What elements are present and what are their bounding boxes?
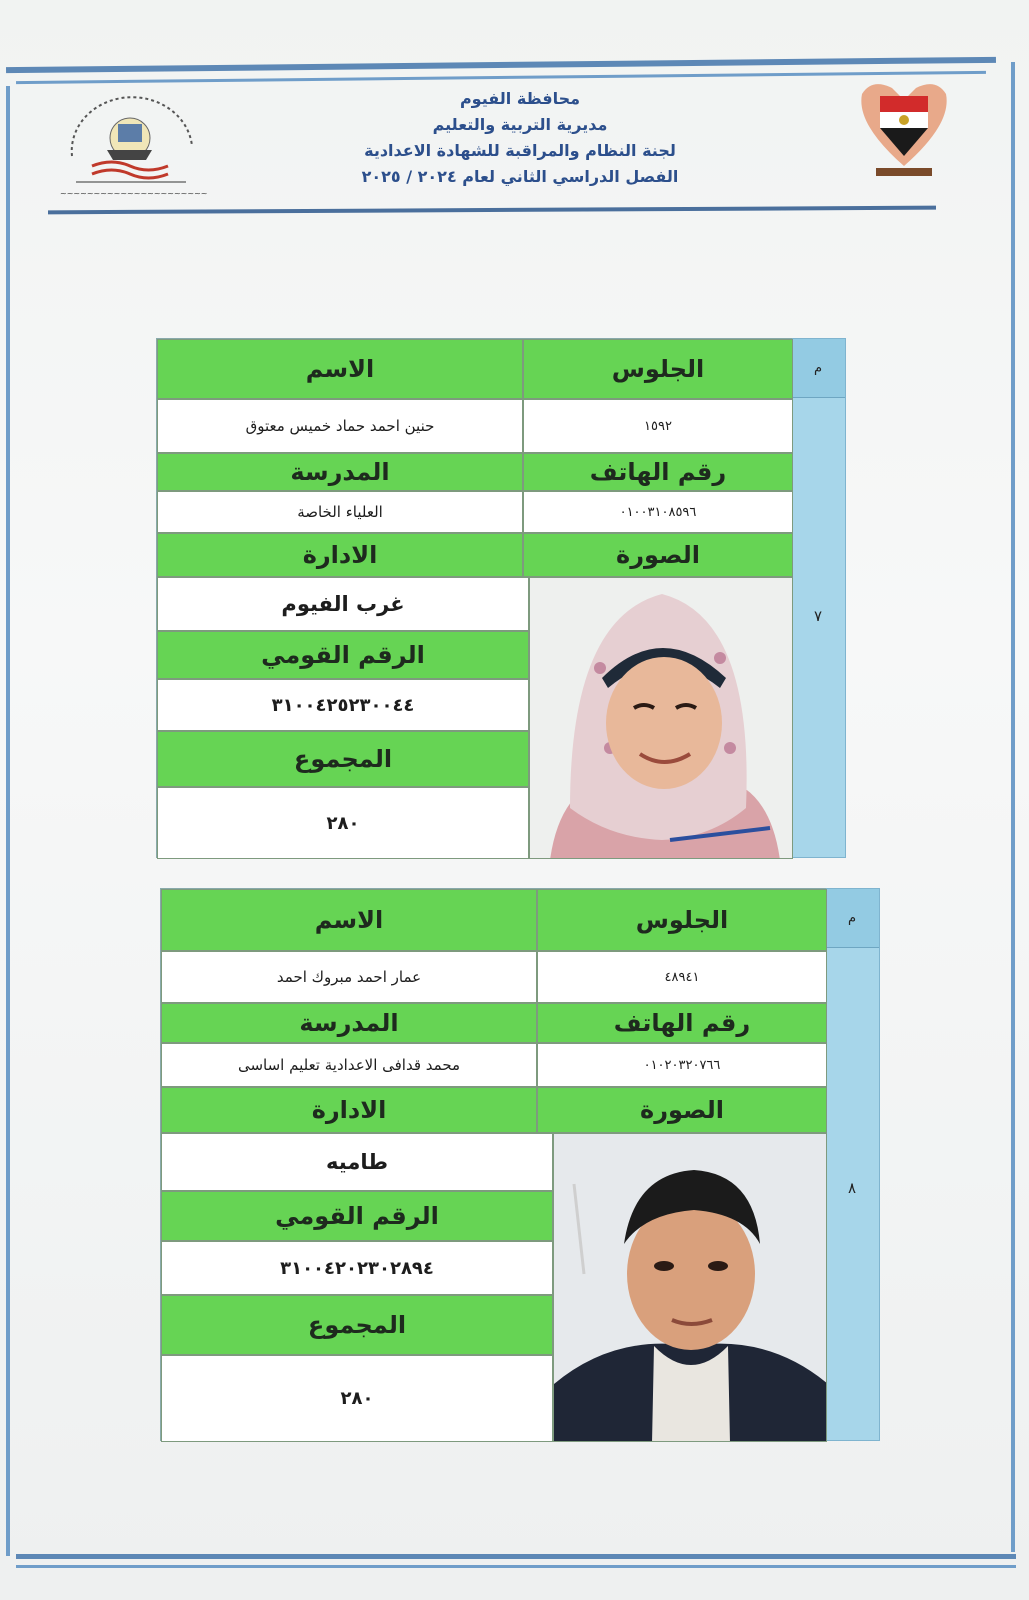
record-index: ٨ bbox=[847, 1179, 857, 1197]
seat-value: ١٥٩٢ bbox=[523, 399, 793, 453]
school-label: المدرسة bbox=[157, 453, 523, 491]
record-index: ٧ bbox=[813, 607, 823, 625]
index-column bbox=[824, 888, 880, 1441]
committee-title: لجنة النظام والمراقبة للشهادة الاعدادية bbox=[364, 141, 676, 160]
photo-label: الصورة bbox=[537, 1087, 827, 1133]
student-record bbox=[160, 888, 880, 1441]
page-frame-bottom bbox=[16, 1554, 1016, 1559]
page-frame-top bbox=[6, 57, 996, 73]
admin-value: طاميه bbox=[161, 1133, 553, 1191]
national-id-label: الرقم القومي bbox=[161, 1191, 553, 1241]
document-header bbox=[300, 86, 740, 190]
photo-label: الصورة bbox=[523, 533, 793, 577]
admin-value: غرب الفيوم bbox=[157, 577, 529, 631]
phone-label: رقم الهاتف bbox=[537, 1003, 827, 1043]
national-id-value: ٣١٠٠٤٢٥٢٣٠٠٤٤ bbox=[157, 679, 529, 731]
student-photo-boy-icon bbox=[553, 1133, 827, 1442]
school-label: المدرسة bbox=[161, 1003, 537, 1043]
index-header: م bbox=[825, 889, 879, 948]
page-frame-left bbox=[6, 86, 10, 1556]
seat-value: ٤٨٩٤١ bbox=[537, 951, 827, 1003]
total-label: المجموع bbox=[157, 731, 529, 787]
phone-label: رقم الهاتف bbox=[523, 453, 793, 491]
seat-label: الجلوس bbox=[523, 339, 793, 399]
phone-value: ٠١٠٠٣١٠٨٥٩٦ bbox=[523, 491, 793, 533]
header-divider bbox=[48, 206, 936, 215]
student-photo-girl-hijab-icon bbox=[529, 577, 793, 859]
directorate-title: مديرية التربية والتعليم bbox=[432, 115, 608, 134]
exam-committee-ship-logo-icon bbox=[52, 86, 208, 204]
index-header: م bbox=[791, 339, 845, 398]
total-value: ٢٨٠ bbox=[161, 1355, 553, 1442]
egypt-flag-hands-logo-icon bbox=[852, 74, 956, 186]
name-value: حنين احمد حماد خميس معتوق bbox=[157, 399, 523, 453]
national-id-value: ٣١٠٠٤٢٠٢٣٠٢٨٩٤ bbox=[161, 1241, 553, 1295]
student-record bbox=[156, 338, 846, 858]
school-value: العلياء الخاصة bbox=[157, 491, 523, 533]
page-frame-right bbox=[1011, 62, 1015, 1552]
record-grid bbox=[160, 888, 826, 1441]
page-frame-bottom-inner bbox=[16, 1565, 1016, 1568]
page-frame-top-inner bbox=[16, 71, 986, 84]
school-value: محمد قدافى الاعدادية تعليم اساسى bbox=[161, 1043, 537, 1087]
name-label: الاسم bbox=[157, 339, 523, 399]
name-value: عمار احمد مبروك احمد bbox=[161, 951, 537, 1003]
phone-value: ٠١٠٢٠٣٢٠٧٦٦ bbox=[537, 1043, 827, 1087]
index-column bbox=[790, 338, 846, 858]
term-title: الفصل الدراسي الثاني لعام ٢٠٢٤ / ٢٠٢٥ bbox=[361, 167, 679, 186]
total-value: ٢٨٠ bbox=[157, 787, 529, 859]
total-label: المجموع bbox=[161, 1295, 553, 1355]
record-grid bbox=[156, 338, 792, 858]
seat-label: الجلوس bbox=[537, 889, 827, 951]
name-label: الاسم bbox=[161, 889, 537, 951]
admin-label: الادارة bbox=[157, 533, 523, 577]
svg-text:~~~~~~~~~~~~~~~~~~~~~~~~: ~~~~~~~~~~~~~~~~~~~~~~~~ bbox=[60, 189, 208, 198]
national-id-label: الرقم القومي bbox=[157, 631, 529, 679]
governorate-title: محافظة الفيوم bbox=[459, 89, 581, 108]
admin-label: الادارة bbox=[161, 1087, 537, 1133]
